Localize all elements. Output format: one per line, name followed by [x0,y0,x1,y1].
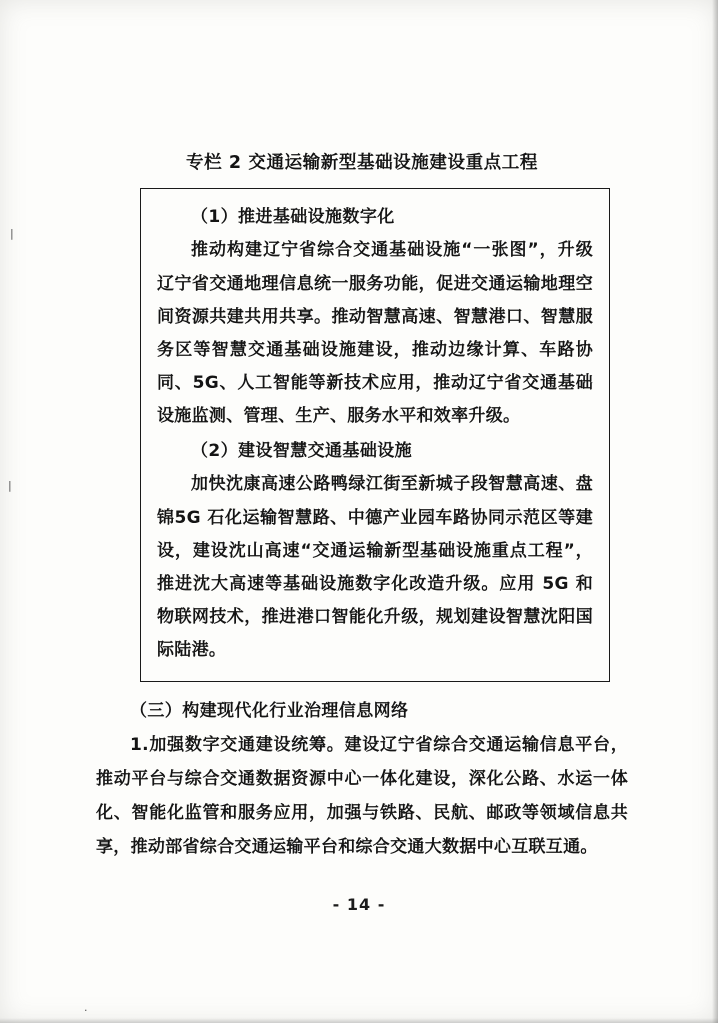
callout-item-1-paragraph: 推动构建辽宁省综合交通基础设施“一张图”，升级辽宁省交通地理信息统一服务功能，促进交通运输地理空间资源共建共用共享。推动智慧高速、智慧港口、智慧服务区等智慧交通基础设施建设，推动边缘计算、车路协同、5G、人工智能等新技术应用，推动辽宁省交通基础设施监测、管理、生产、服务水平和效率升级。 [157,240,593,427]
callout-box [140,188,610,682]
page-title: 专栏 2 交通运输新型基础设施建设重点工程 [186,153,538,173]
margin-tick-top: | [10,227,14,240]
section-paragraph-lead: 1.加强数字交通建设统筹。 [130,735,345,756]
scan-edge-bottom [0,1018,718,1023]
page-number: - 14 - [332,895,386,914]
margin-tick-middle: | [8,479,12,492]
callout-item-2-heading: （2）建设智慧交通基础设施 [191,441,413,462]
section-paragraph-rest: 建设辽宁省综合交通运输信息平台，推动平台与综合交通数据资源中心一体化建设，深化公路、水运一体化、智能化监管和服务应用，加强与铁路、民航、邮政等领域信息共享，推动部省综合交通运输平台和综合交通大数据中心互联互通。 [96,735,628,858]
document-content [96,150,628,864]
margin-dot-bottom: . [84,1001,88,1014]
section-paragraph [96,728,628,864]
callout-item-2-paragraph: 加快沈康高速公路鸭绿江街至新城子段智慧高速、盘锦5G 石化运输智慧路、中德产业园车路协同示范区等建设，建设沈山高速“交通运输新型基础设施重点工程”，推进沈大高速等基础设施数字化改造升级。应用 5G 和物联网技术，推进港口智能化升级，规划建设智慧沈阳国际陆港。 [157,474,593,661]
section-heading: （三）构建现代化行业治理信息网络 [130,701,409,722]
scan-edge-right [712,0,718,1023]
callout-item-1-heading: （1）推进基础设施数字化 [191,207,395,228]
